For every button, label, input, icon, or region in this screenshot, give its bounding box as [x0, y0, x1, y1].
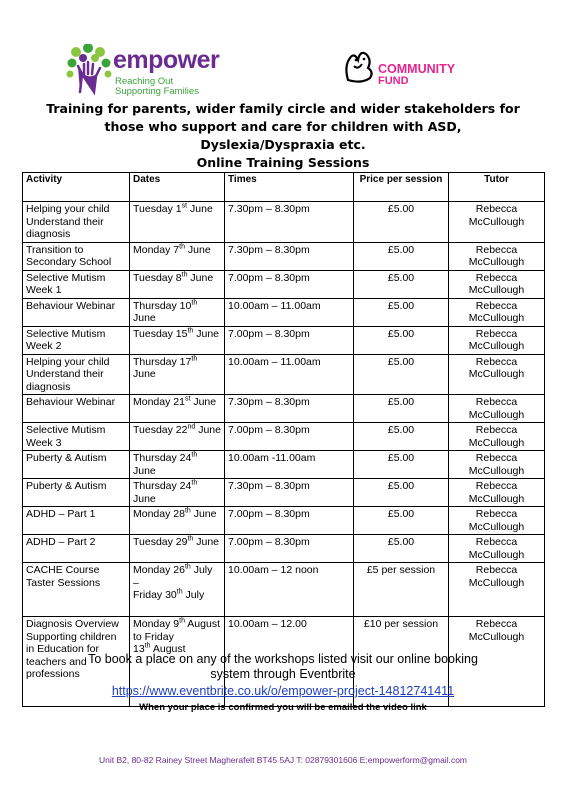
cell-price: £5.00 — [354, 395, 449, 423]
cell-time: 10.00am -11.00am — [225, 451, 354, 479]
cell-activity: Selective Mutism Week 2 — [23, 326, 130, 354]
table-row — [23, 395, 545, 423]
cell-price: £5.00 — [354, 202, 449, 243]
tagline-line1: Reaching Out — [115, 76, 174, 87]
document-title — [40, 100, 526, 172]
cell-date: Tuesday 1st June — [130, 202, 225, 243]
cell-tutor: Rebecca McCullough — [449, 535, 545, 563]
cell-time: 10.00am – 11.00am — [225, 298, 354, 326]
header-price: Price per session — [354, 173, 449, 202]
cell-activity: Transition to Secondary School — [23, 242, 130, 270]
cell-time: 7.30pm – 8.30pm — [225, 395, 354, 423]
cell-price: £5.00 — [354, 354, 449, 395]
cell-activity: Selective Mutism Week 1 — [23, 270, 130, 298]
cell-activity: CACHE Course Taster Sessions — [23, 563, 130, 617]
cell-price: £5.00 — [354, 326, 449, 354]
cell-tutor: Rebecca McCullough — [449, 395, 545, 423]
cell-date: Tuesday 8th June — [130, 270, 225, 298]
cell-price: £5.00 — [354, 423, 449, 451]
fund-word-fund: FUND — [378, 75, 409, 87]
community-fund-logo — [340, 46, 480, 90]
confirmation-note: When your place is confirmed you will be emailed the video link — [139, 702, 427, 713]
cell-time: 7.30pm – 8.30pm — [225, 479, 354, 507]
empower-logo — [66, 44, 226, 100]
cell-activity: Puberty & Autism — [23, 451, 130, 479]
cell-date: Monday 21st June — [130, 395, 225, 423]
header-tutor: Tutor — [449, 173, 545, 202]
table-row — [23, 270, 545, 298]
cell-activity: Selective Mutism Week 3 — [23, 423, 130, 451]
cell-activity: Diagnosis Overview Supporting children in Education for teachers and professions — [23, 617, 130, 707]
cell-activity: Helping your child Understand their diagnosis — [23, 202, 130, 243]
cell-date: Monday 7th June — [130, 242, 225, 270]
table-row — [23, 507, 545, 535]
cell-price: £5.00 — [354, 535, 449, 563]
table-row — [23, 535, 545, 563]
cell-date: Tuesday 22nd June — [130, 423, 225, 451]
contact-address: Unit B2, 80-82 Rainey Street Magherafelt BT45 5AJ T: 02879301606 E:empowerform@gmail.com — [98, 755, 468, 765]
cell-tutor: Rebecca McCullough — [449, 451, 545, 479]
cell-time: 7.00pm – 8.30pm — [225, 423, 354, 451]
cell-tutor: Rebecca McCullough — [449, 354, 545, 395]
cell-tutor: Rebecca McCullough — [449, 202, 545, 243]
cell-activity: Behaviour Webinar — [23, 395, 130, 423]
fund-word-community: COMMUNITY — [378, 62, 456, 76]
cell-activity: ADHD – Part 2 — [23, 535, 130, 563]
cell-time: 7.00pm – 8.30pm — [225, 270, 354, 298]
table-row — [23, 451, 545, 479]
cell-tutor: Rebecca McCullough — [449, 507, 545, 535]
header-dates: Dates — [130, 173, 225, 202]
table-row — [23, 423, 545, 451]
cell-date: Monday 9th August to Friday 13th August — [130, 617, 225, 707]
cell-activity: Behaviour Webinar — [23, 298, 130, 326]
cell-activity: Puberty & Autism — [23, 479, 130, 507]
brand-name: empower — [113, 46, 220, 74]
cell-price: £5 per session — [354, 563, 449, 617]
cell-time: 10.00am – 12 noon — [225, 563, 354, 617]
cell-price: £5.00 — [354, 479, 449, 507]
table-row — [23, 242, 545, 270]
cell-date: Monday 26th July – Friday 30th July — [130, 563, 225, 617]
lottery-crossed-fingers-icon — [340, 46, 378, 86]
cell-activity: ADHD – Part 1 — [23, 507, 130, 535]
title-line4: Online Training Sessions — [196, 155, 370, 170]
title-line2: those who support and care for children with ASD, — [104, 119, 462, 134]
cell-time: 7.30pm – 8.30pm — [225, 202, 354, 243]
table-row — [23, 202, 545, 243]
tree-hand-icon — [66, 44, 112, 96]
booking-line2: system through Eventbrite — [210, 667, 356, 681]
cell-tutor: Rebecca McCullough — [449, 270, 545, 298]
cell-date: Thursday 10th June — [130, 298, 225, 326]
tagline-line2: Supporting Families — [115, 86, 199, 97]
cell-tutor: Rebecca McCullough — [449, 617, 545, 707]
title-line3: Dyslexia/Dyspraxia etc. — [200, 137, 366, 152]
cell-date: Thursday 24th June — [130, 451, 225, 479]
training-schedule-table — [22, 172, 545, 707]
table-row — [23, 326, 545, 354]
table-header-row — [23, 173, 545, 202]
cell-time: 10.00am – 12.00 — [225, 617, 354, 707]
cell-date: Tuesday 29th June — [130, 535, 225, 563]
cell-time: 7.00pm – 8.30pm — [225, 326, 354, 354]
booking-line1: To book a place on any of the workshops listed visit our online booking — [88, 652, 478, 666]
header-activity: Activity — [23, 173, 130, 202]
cell-date: Tuesday 15th June — [130, 326, 225, 354]
cell-price: £5.00 — [354, 298, 449, 326]
cell-price: £5.00 — [354, 451, 449, 479]
cell-price: £5.00 — [354, 242, 449, 270]
header-times: Times — [225, 173, 354, 202]
cell-time: 7.00pm – 8.30pm — [225, 535, 354, 563]
cell-tutor: Rebecca McCullough — [449, 423, 545, 451]
cell-time: 7.00pm – 8.30pm — [225, 507, 354, 535]
cell-date: Monday 28th June — [130, 507, 225, 535]
cell-tutor: Rebecca McCullough — [449, 326, 545, 354]
table-row — [23, 479, 545, 507]
brand-tagline — [115, 77, 199, 97]
header — [0, 40, 566, 100]
title-line1: Training for parents, wider family circle and wider stakeholders for — [46, 101, 520, 116]
cell-tutor: Rebecca McCullough — [449, 479, 545, 507]
table-row — [23, 354, 545, 395]
table-row — [23, 298, 545, 326]
cell-price: £5.00 — [354, 507, 449, 535]
eventbrite-link[interactable]: https://www.eventbrite.co.uk/o/empower-project-14812741411 — [111, 684, 455, 698]
cell-tutor: Rebecca McCullough — [449, 242, 545, 270]
cell-tutor: Rebecca McCullough — [449, 298, 545, 326]
cell-time: 10.00am – 11.00am — [225, 354, 354, 395]
cell-price: £5.00 — [354, 270, 449, 298]
cell-tutor: Rebecca McCullough — [449, 563, 545, 617]
cell-activity: Helping your child Understand their diagnosis — [23, 354, 130, 395]
booking-footer — [40, 652, 526, 713]
table-row-cache — [23, 563, 545, 617]
cell-time: 7.30pm – 8.30pm — [225, 242, 354, 270]
cell-date: Thursday 17th June — [130, 354, 225, 395]
cell-price: £10 per session — [354, 617, 449, 707]
cell-date: Thursday 24th June — [130, 479, 225, 507]
